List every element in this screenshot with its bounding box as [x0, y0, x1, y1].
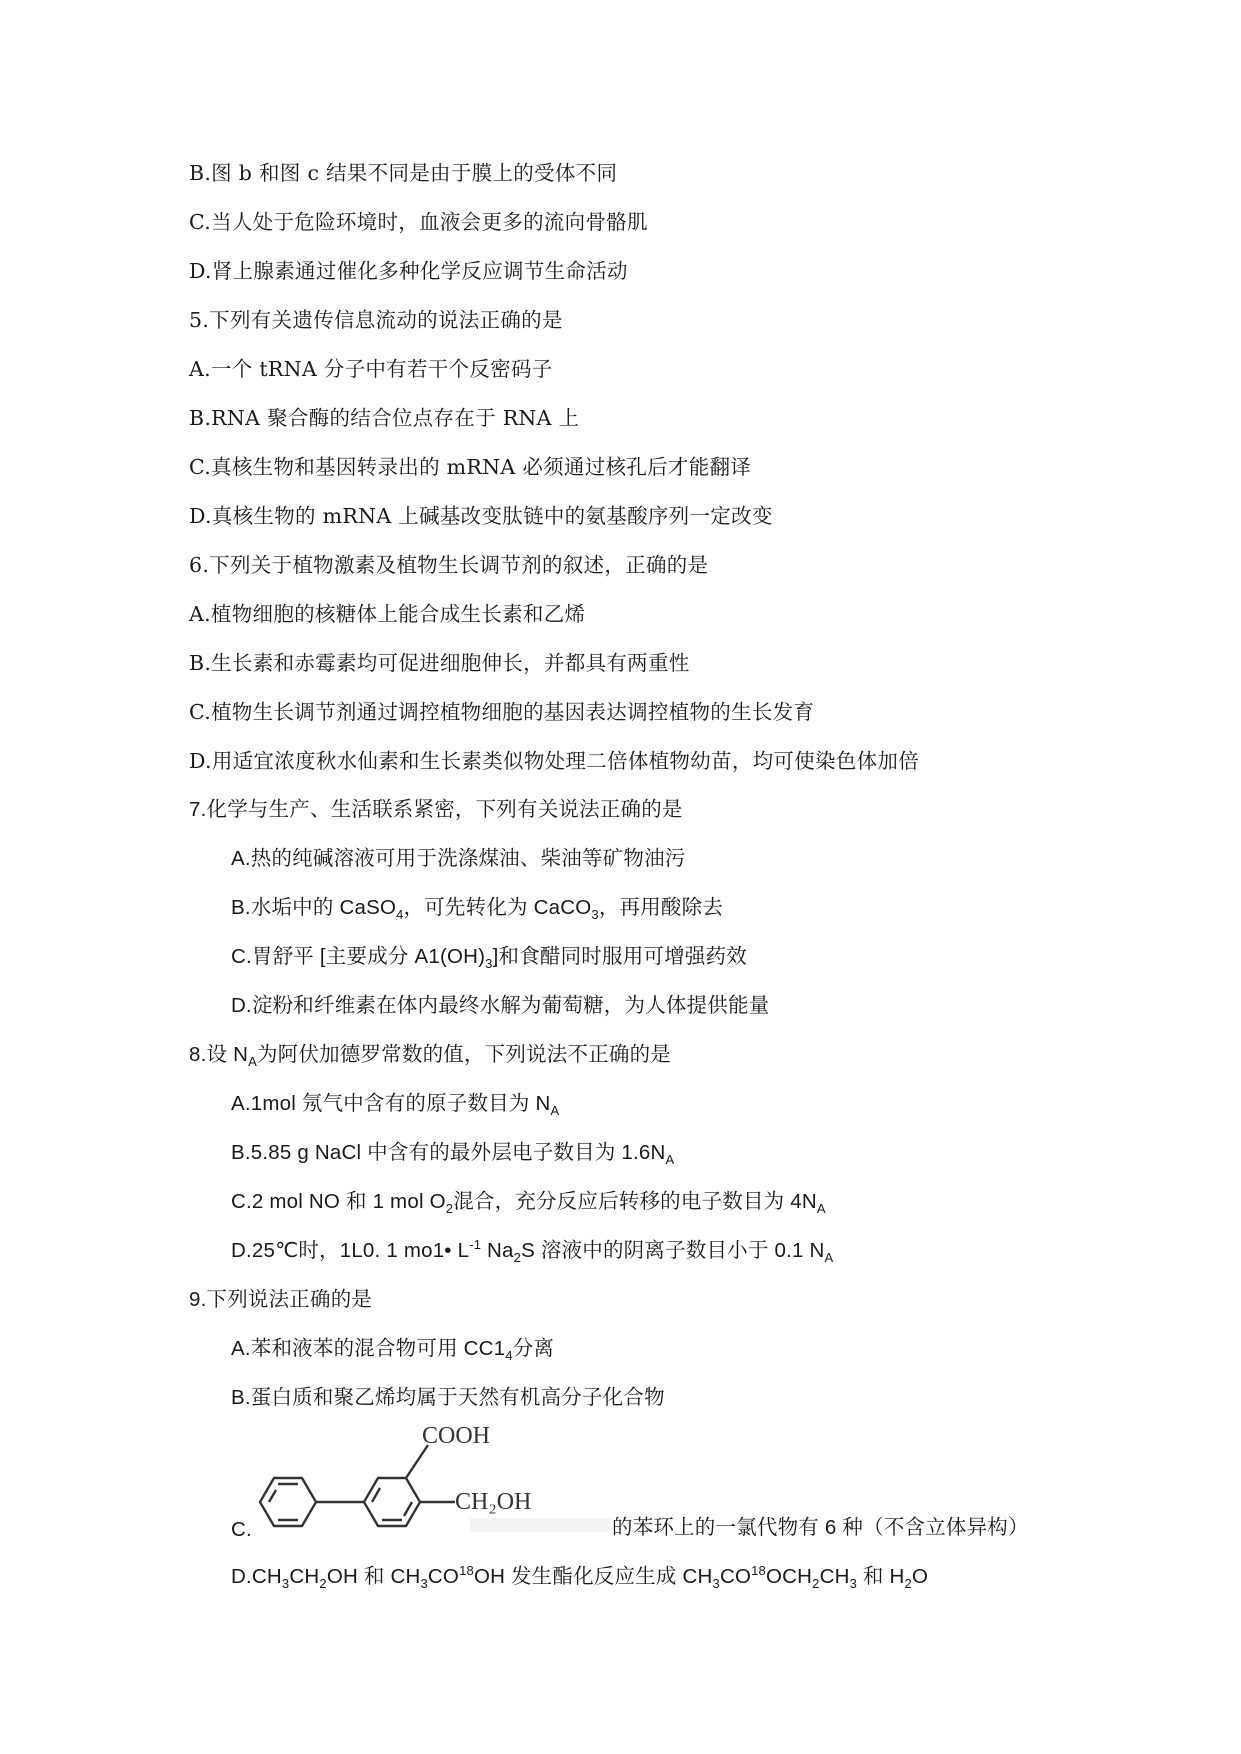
question-8: 8.设 $N_A$为阿伏加德罗常数的值，下列说法不正确的是 — [189, 1043, 671, 1070]
q6-option-a: A.植物细胞的核糖体上能合成生长素和乙烯 — [189, 602, 586, 626]
q6-option-c: C.植物生长调节剂通过调控植物细胞的基因表达调控植物的生长发育 — [189, 700, 815, 724]
ch2oh-label: CH₂OH — [455, 1489, 532, 1515]
q8-option-d: D.25℃时，1L0. 1 mo1• $L^{-1}$ $Na_2S$ 溶液中的阴离子数目小于 0.1 $N_A$ — [231, 1237, 834, 1266]
q5-option-c: C.真核生物和基因转录出的 mRNA 必须通过核孔后才能翻译 — [189, 455, 752, 479]
q5-option-b: B.RNA 聚合酶的结合位点存在于 RNA 上 — [189, 406, 580, 430]
q5-option-a: A.一个 tRNA 分子中有若干个反密码子 — [189, 357, 553, 381]
question-7: 7.化学与生产、生活联系紧密，下列有关说法正确的是 — [189, 798, 683, 821]
question-9: 9.下列说法正确的是 — [189, 1288, 373, 1311]
q8-option-a: A.1mol 氖气中含有的原子数目为 $N_A$ — [231, 1092, 560, 1119]
q6-option-d: D.用适宜浓度秋水仙素和生长素类似物处理二倍体植物幼苗，均可使染色体加倍 — [189, 749, 920, 773]
question-6: 6.下列关于植物激素及植物生长调节剂的叙述，正确的是 — [189, 553, 709, 577]
q6-option-b: B.生长素和赤霉素均可促进细胞伸长，并都具有两重性 — [189, 651, 690, 675]
q7-option-c: C.胃舒平 [主要成分 $A1(OH)_3$]和食醋同时服用可增强药效 — [231, 945, 747, 972]
question-5: 5.下列有关遗传信息流动的说法正确的是 — [189, 308, 563, 332]
q9-option-c-text: 的苯环上的一氯代物有 6 种（不含立体异构） — [612, 1516, 1029, 1539]
biphenyl-structure-diagram — [250, 1425, 610, 1555]
q4-option-d: D.肾上腺素通过催化多种化学反应调节生命活动 — [189, 259, 628, 283]
q9-option-d: $D.CH_3CH_2OH$ 和 $CH_3CO^{18}OH$ 发生酯化反应生成 $CH_3CO^{18}OCH_2CH_3$ 和 $H_2O$ — [231, 1563, 929, 1592]
q9-option-b: B.蛋白质和聚乙烯均属于天然有机高分子化合物 — [231, 1386, 665, 1409]
q9-option-c-label: C. — [231, 1518, 252, 1541]
q4-option-b: B.图 b 和图 c 结果不同是由于膜上的受体不同 — [189, 161, 618, 185]
q4-option-c: C.当人处于危险环境时，血液会更多的流向骨骼肌 — [189, 210, 648, 234]
q7-option-a: A.热的纯碱溶液可用于洗涤煤油、柴油等矿物油污 — [231, 847, 686, 870]
q8-option-c: C.2 mol NO 和 1 mol $O_2$混合，充分反应后转移的电子数目为 $4N_A$ — [231, 1190, 826, 1217]
cooh-label: COOH — [422, 1425, 491, 1449]
q9-option-a: A.苯和液苯的混合物可用 $CC1_4$分离 — [231, 1337, 555, 1364]
q7-option-b: B.水垢中的 CaSO$_4$，可先转化为 CaCO$_3$，再用酸除去 — [231, 896, 724, 923]
q8-option-b: B.5.85 g NaCl 中含有的最外层电子数目为 $1.6N_A$ — [231, 1141, 675, 1168]
q5-option-d: D.真核生物的 mRNA 上碱基改变肽链中的氨基酸序列一定改变 — [189, 504, 773, 528]
scan-smudge — [470, 1518, 610, 1532]
q7-option-d: D.淀粉和纤维素在体内最终水解为葡萄糖，为人体提供能量 — [231, 994, 770, 1017]
